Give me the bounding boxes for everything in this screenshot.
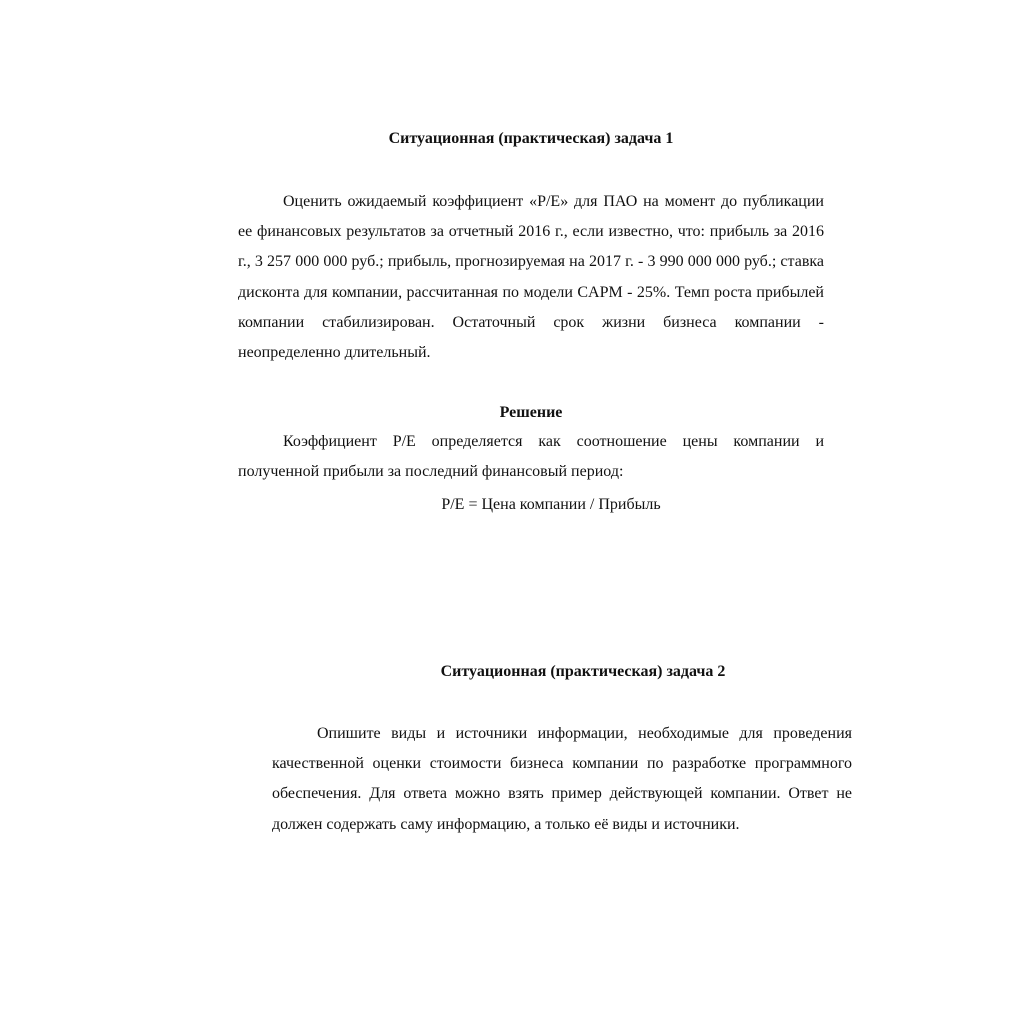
task1-heading: Ситуационная (практическая) задача 1 bbox=[388, 130, 674, 147]
task1-solution-heading: Решение bbox=[499, 404, 563, 421]
task2-problem-text: Опишите виды и источники информации, необходимые для проведения качественной оценки стоимости бизнеса компании по разработке программного обеспечения. Для ответа можно взять пример действующей компании. Ответ не должен содержать саму информацию, а только её виды и источники. bbox=[272, 725, 852, 833]
task2-heading: Ситуационная (практическая) задача 2 bbox=[440, 663, 726, 680]
task1-solution-text: Коэффициент P/E определяется как соотношение цены компании и полученной прибыли за последний финансовый период: bbox=[238, 433, 824, 481]
task1-problem-text: Оценить ожидаемый коэффициент «P/E» для ПАО на момент до публикации ее финансовых результатов за отчетный 2016 г., если известно, что: прибыль за 2016 г., 3 257 000 000 руб.; прибыль, прогнозируемая на 2017 г. - 3 990 000 000 руб.; ставка дисконта для компании, рассчитанная по модели CAPM - 25%. Темп роста прибылей компании стабилизирован. Остаточный срок жизни бизнеса компании - неопределенно длительный. bbox=[238, 193, 824, 362]
task1-formula: P/E = Цена компании / Прибыль bbox=[441, 496, 661, 513]
